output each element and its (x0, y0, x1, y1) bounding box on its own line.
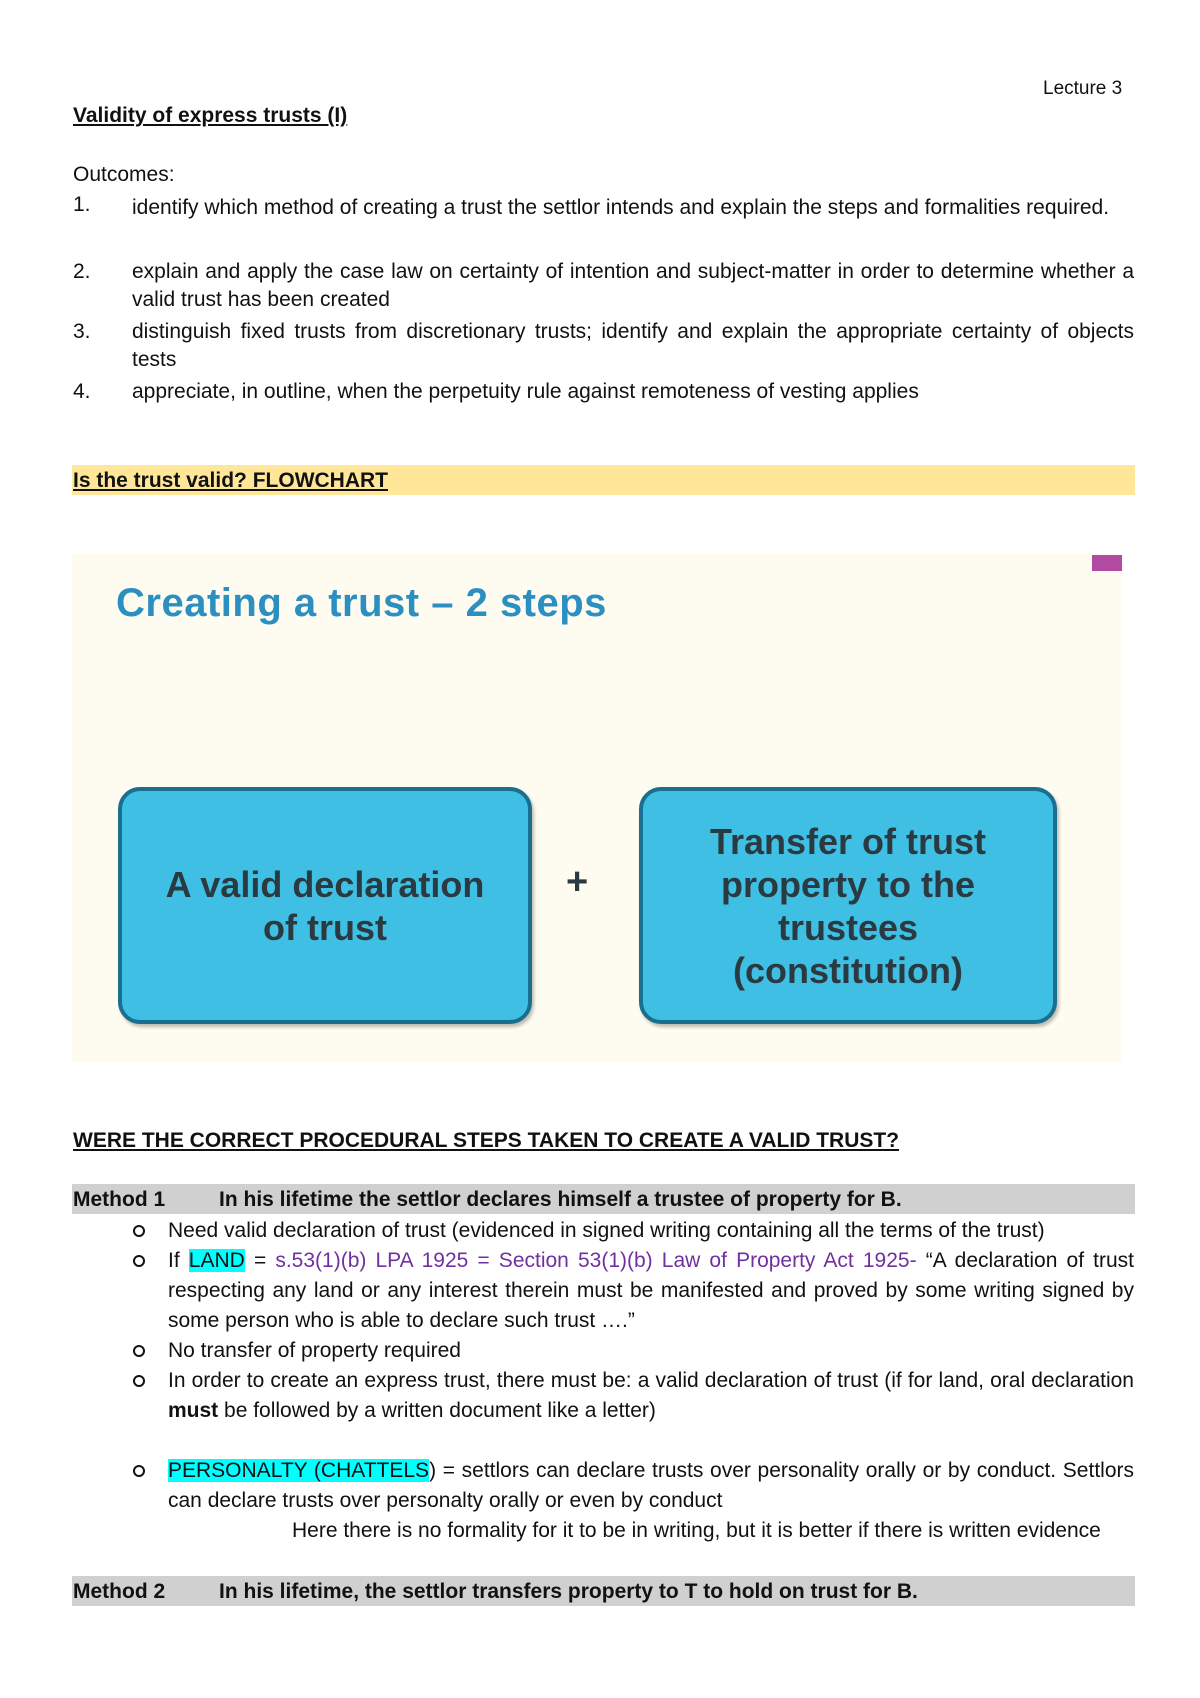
method1-bullet-express (168, 1366, 1134, 1426)
outcome-number: 1. (73, 193, 91, 216)
outcome-item: appreciate, in outline, when the perpetuity rule against remoteness of vesting applies (132, 380, 919, 403)
method1-text: In his lifetime the settlor declares himself a trustee of property for B. (219, 1188, 902, 1211)
outcome-number: 3. (73, 320, 91, 343)
outcome-item: identify which method of creating a trust the settlor intends and explain the steps and formalities required. (132, 196, 1110, 219)
bullet-icon (133, 1345, 145, 1357)
outcome-number: 4. (73, 380, 91, 403)
declaration-box: A valid declaration of trust (118, 787, 532, 1024)
flowchart-slide (72, 553, 1122, 1063)
method2-label: Method 2 (73, 1580, 166, 1603)
method1-bullet-personalty (168, 1456, 1134, 1516)
method1-bullet: Need valid declaration of trust (evidenced in signed writing containing all the terms of the trust) (168, 1219, 1045, 1242)
bullet-icon (133, 1255, 145, 1267)
bullet-icon (133, 1375, 145, 1387)
personalty-note: Here there is no formality for it to be in writing, but it is better if there is written evidence (292, 1519, 1101, 1542)
if-text: If (168, 1249, 180, 1272)
outcome-item: explain and apply the case law on certainty of intention and subject-matter in order to determine whether a valid trust has been created (132, 260, 1134, 311)
page-title: Validity of express trusts (I) (73, 104, 348, 127)
outcomes-label: Outcomes: (73, 163, 175, 186)
outcome-number: 2. (73, 260, 91, 283)
flowchart-heading: Is the trust valid? FLOWCHART (73, 469, 388, 492)
must-text: must (168, 1399, 219, 1422)
statute-quote: “A declaration of trust respecting any land or any interest therein must be manifested and proved by some writing signed by some person who is able to declare such trust ….” (168, 1249, 1134, 1332)
transfer-box: Transfer of trust property to the trustees (constitution) (639, 787, 1057, 1024)
bullet-icon (133, 1465, 145, 1477)
slide-corner-marker (1092, 555, 1122, 571)
express-text-end: be followed by a written document like a letter) (218, 1399, 656, 1422)
method2-text: In his lifetime, the settlor transfers property to T to hold on trust for B. (219, 1580, 918, 1603)
land-highlight: LAND (188, 1249, 245, 1272)
procedural-heading: WERE THE CORRECT PROCEDURAL STEPS TAKEN TO CREATE A VALID TRUST? (73, 1129, 900, 1152)
method1-label: Method 1 (73, 1188, 166, 1211)
method1-bullet-land (168, 1246, 1134, 1336)
equals-text: = (244, 1249, 276, 1272)
method1-bullet: No transfer of property required (168, 1339, 461, 1362)
express-text: In order to create an express trust, there must be: a valid declaration of trust (if for land, oral declaration (168, 1369, 1134, 1392)
slide-title: Creating a trust – 2 steps (116, 581, 607, 625)
statute-reference: s.53(1)(b) LPA 1925 = Section 53(1)(b) Law of Property Act 1925- (275, 1249, 917, 1272)
lecture-label: Lecture 3 (1043, 78, 1123, 99)
personalty-text: ) = settlors can declare trusts over personality orally or by conduct. Settlors can declare trusts over personalty orally or even by conduct (168, 1459, 1134, 1512)
plus-sign: + (566, 861, 589, 903)
bullet-icon (133, 1225, 145, 1237)
personalty-highlight: PERSONALTY (CHATTELS (168, 1459, 430, 1482)
outcome-item: distinguish fixed trusts from discretionary trusts; identify and explain the appropriate certainty of objects tests (132, 320, 1134, 371)
